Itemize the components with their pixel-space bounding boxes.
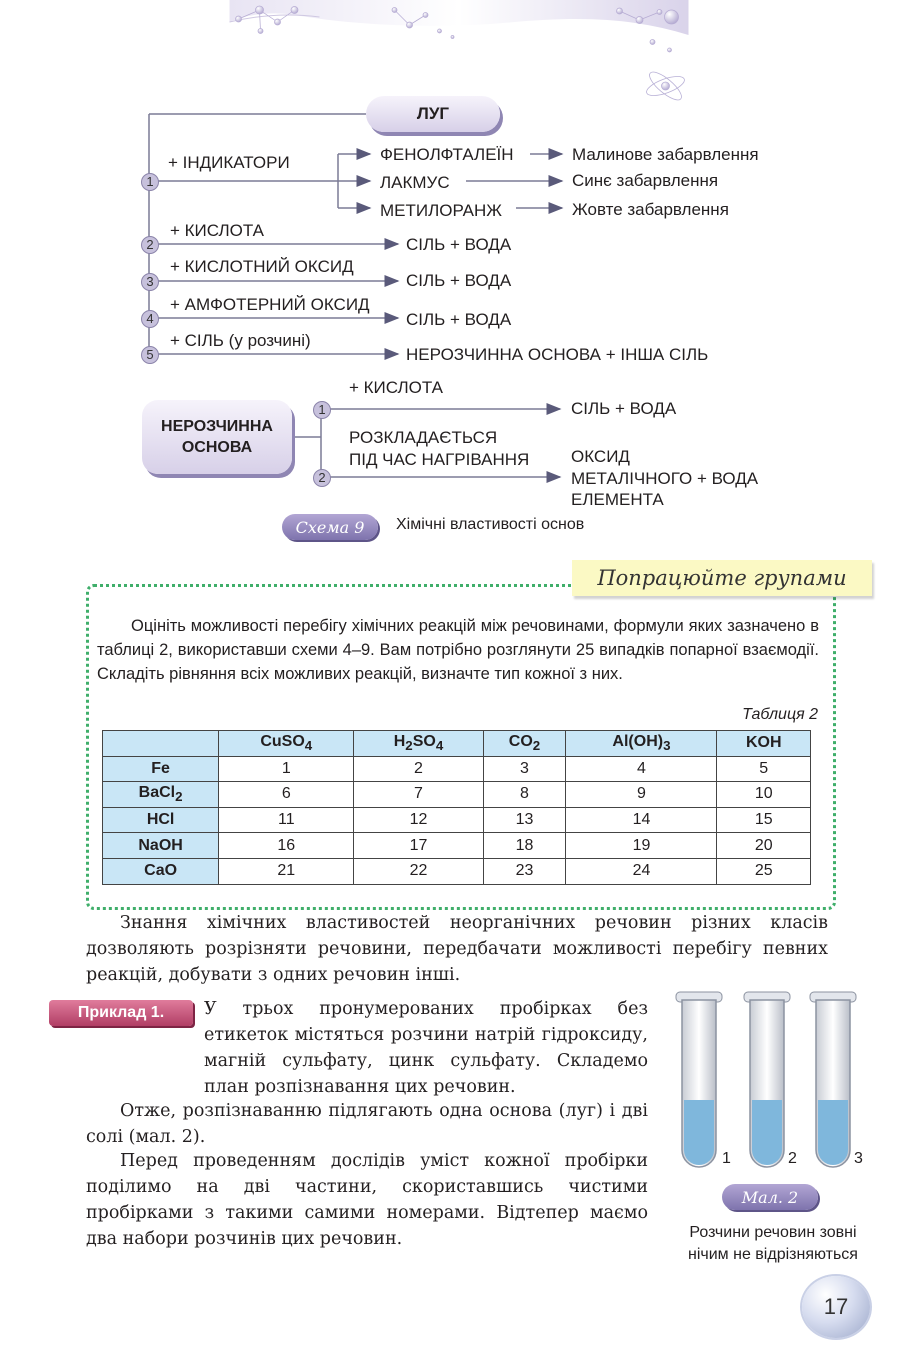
alkali-box <box>366 96 500 132</box>
table-cell: 8 <box>483 782 566 808</box>
scheme-label-badge: Схема 9 <box>282 514 378 540</box>
row-header: CaO <box>103 858 219 884</box>
product-label: ОКСИД <box>571 447 630 466</box>
table-cell: 14 <box>566 807 717 833</box>
paragraph: Знання хімічних властивостей неорганічних речовин різних класів дозволяють розрізняти речовини, передбачати можливості перебігу певних реакцій, добувати з одних речовин інші. <box>86 913 828 985</box>
page-number: 17 <box>802 1276 870 1338</box>
table-cell: 18 <box>483 833 566 859</box>
row-header: NaOH <box>103 833 219 859</box>
table-header-row <box>103 731 811 757</box>
table-row <box>103 858 811 884</box>
reagent-label: + КИСЛОТНИЙ ОКСИД <box>170 257 354 276</box>
paragraph: Отже, розпізнаванню підлягають одна основа (луг) і дві солі (мал. 2). <box>86 1101 648 1147</box>
liquid <box>752 1100 782 1165</box>
step-number: 2 <box>141 236 159 254</box>
figure-label-badge: Мал. 2 <box>722 1184 818 1210</box>
product-label: СІЛЬ + ВОДА <box>571 399 677 418</box>
step-number: 1 <box>141 173 159 191</box>
table-cell: 12 <box>354 807 483 833</box>
row-header: Fe <box>103 756 219 782</box>
column-header: $CO_2$ <box>483 731 566 757</box>
indicator-result: Синє забарвлення <box>572 171 719 190</box>
reagent-label: + СІЛЬ (у розчині) <box>170 331 311 350</box>
paragraph: У трьох пронумерованих пробірках без етикеток містяться розчини натрій гідроксиду, магній сульфату, цинк сульфату. Складемо план розпізнавання цих речовин. <box>204 999 648 1097</box>
step-number: 5 <box>141 346 159 364</box>
table-row <box>103 807 811 833</box>
column-header: KOH <box>717 731 811 757</box>
reactions-table <box>102 730 811 885</box>
table-cell: 17 <box>354 833 483 859</box>
insoluble-base-box <box>142 400 292 474</box>
table-cell: 13 <box>483 807 566 833</box>
liquid <box>818 1100 848 1165</box>
test-tube <box>744 992 790 1167</box>
table-cell: 2 <box>354 756 483 782</box>
liquid <box>684 1100 714 1165</box>
table-cell: 15 <box>717 807 811 833</box>
figure-caption-line: нічим не відрізняються <box>688 1246 858 1263</box>
table-row <box>103 756 811 782</box>
figure-caption <box>660 1222 886 1266</box>
table-cell: 11 <box>219 807 354 833</box>
reagent-label: + АМФОТЕРНИЙ ОКСИД <box>170 295 370 314</box>
table-cell: 23 <box>483 858 566 884</box>
product-label: ЕЛЕМЕНТА <box>571 490 664 509</box>
test-tube <box>810 992 856 1167</box>
scheme-caption: Хімічні властивості основ <box>396 516 585 533</box>
column-header: $Al(OH)_3$ <box>566 731 717 757</box>
table-cell: 7 <box>354 782 483 808</box>
table-cell: 10 <box>717 782 811 808</box>
table-row <box>103 833 811 859</box>
table-cell: 1 <box>219 756 354 782</box>
step-number: 1 <box>313 401 331 419</box>
row-header: BaCl$_2$ <box>103 782 219 808</box>
table-cell: 22 <box>354 858 483 884</box>
tube-label: 3 <box>854 1150 863 1167</box>
step-number: 4 <box>141 310 159 328</box>
reagent-label: + КИСЛОТА <box>349 378 444 397</box>
indicator-name: ЛАКМУС <box>380 173 450 192</box>
row-header: HCl <box>103 807 219 833</box>
test-tube <box>676 992 722 1167</box>
insoluble-base-title: ОСНОВА <box>181 439 253 456</box>
step-number: 2 <box>313 469 331 487</box>
indicator-result: Малинове забарвлення <box>572 145 759 164</box>
table-cell: 16 <box>219 833 354 859</box>
indicator-name: ФЕНОЛФТАЛЕЇН <box>380 145 514 164</box>
table-cell: 5 <box>717 756 811 782</box>
product-label: СІЛЬ + ВОДА <box>406 235 512 254</box>
figure-caption-line: Розчини речовин зовні <box>689 1224 857 1241</box>
table-cell: 24 <box>566 858 717 884</box>
table-caption: Таблиця 2 <box>742 706 818 723</box>
table-cell: 25 <box>717 858 811 884</box>
example-badge: Приклад 1. <box>49 1000 193 1026</box>
indicator-result: Жовте забарвлення <box>572 200 729 219</box>
step-number: 3 <box>141 273 159 291</box>
tube-label: 2 <box>788 1150 797 1167</box>
table-cell: 4 <box>566 756 717 782</box>
column-header: CuSO$_4$ <box>219 731 354 757</box>
reagent-label: РОЗКЛАДАЄТЬСЯ <box>349 428 498 447</box>
product-label: СІЛЬ + ВОДА <box>406 310 512 329</box>
product-label: СІЛЬ + ВОДА <box>406 271 512 290</box>
table-cell: 21 <box>219 858 354 884</box>
product-label: НЕРОЗЧИННА ОСНОВА + ІНША СІЛЬ <box>406 345 709 364</box>
group-work-task: Оцініть можливості перебігу хімічних реакцій між речовинами, формули яких зазначено в таблиці 2, використавши схеми 4–9. Вам потрібно розглянути 25 випадків попарної взаємодії. Складіть рівняння всіх можливих реакцій, визначте тип кожної з них. <box>97 617 819 683</box>
column-header: $H_2SO_4$ <box>354 731 483 757</box>
table-cell: 9 <box>566 782 717 808</box>
table-row <box>103 782 811 808</box>
insoluble-base-title: НЕРОЗЧИННА <box>161 418 273 435</box>
table-cell: 6 <box>219 782 354 808</box>
tube-label: 1 <box>722 1150 731 1167</box>
paragraph: Перед проведенням дослідів уміст кожної пробірки поділимо на дві частини, скориставшись чистими пробірками з такими самими номерами. Відтепер маємо два набори розчинів цих речовин. <box>86 1151 648 1249</box>
table-cell: 20 <box>717 833 811 859</box>
alkali-label: ЛУГ <box>416 104 450 123</box>
indicators-label: + ІНДИКАТОРИ <box>168 153 290 172</box>
table-corner <box>103 731 219 757</box>
reagent-label: + КИСЛОТА <box>170 221 265 240</box>
product-label: МЕТАЛІЧНОГО + ВОДА <box>571 469 759 488</box>
group-work-heading: Попрацюйте групами <box>572 560 872 596</box>
table-cell: 19 <box>566 833 717 859</box>
indicator-name: МЕТИЛОРАНЖ <box>380 201 502 220</box>
reagent-label: ПІД ЧАС НАГРІВАННЯ <box>349 450 530 469</box>
table-cell: 3 <box>483 756 566 782</box>
